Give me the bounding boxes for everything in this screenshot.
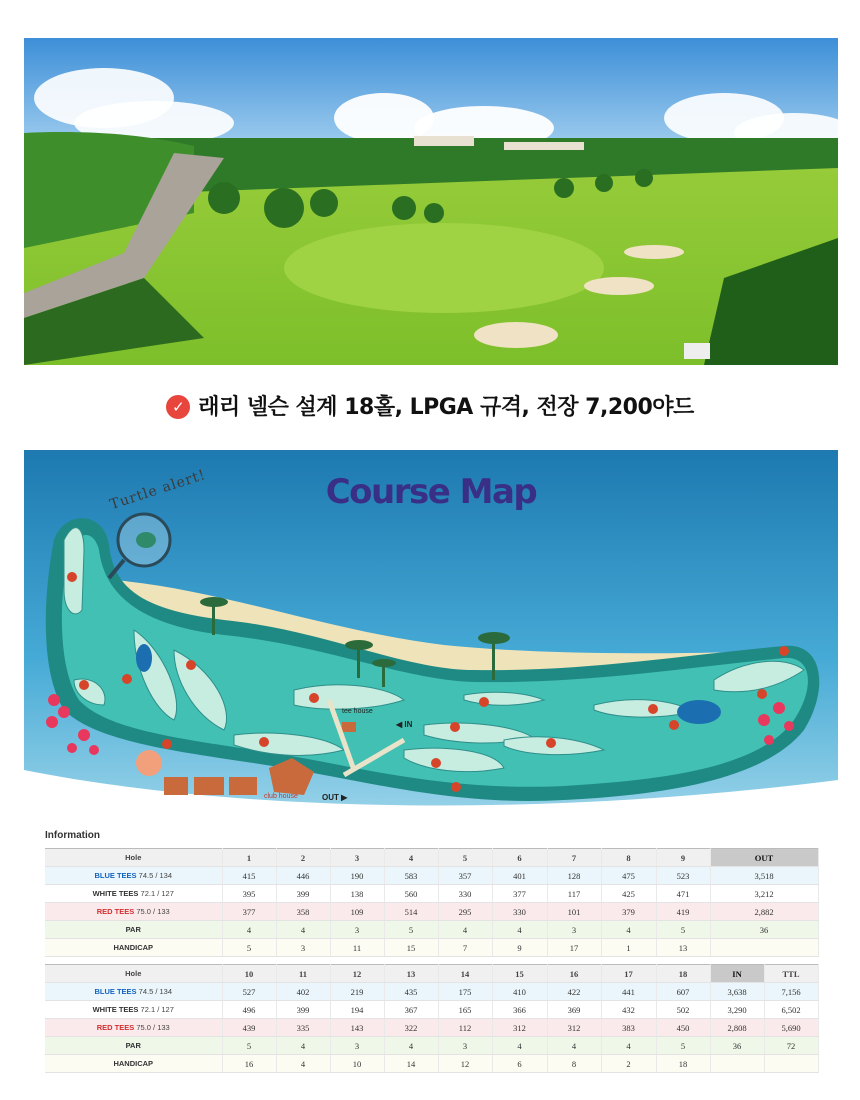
hole-value-cell: 175 <box>438 983 492 1001</box>
hole-value-cell: 4 <box>222 921 276 939</box>
hole-number-header: 11 <box>276 965 330 983</box>
out-total-cell: 2,882 <box>710 903 818 921</box>
hole-number-header: 17 <box>601 965 656 983</box>
hole-value-cell: 5 <box>384 921 438 939</box>
hole-value-cell: 117 <box>547 885 601 903</box>
tee-name: RED TEES <box>96 907 135 916</box>
hole-value-cell: 3 <box>547 921 601 939</box>
in-total-cell <box>710 1055 764 1073</box>
hole-number-header: 15 <box>492 965 547 983</box>
hole-value-cell: 219 <box>330 983 384 1001</box>
out-label: OUT ▶ <box>322 793 348 802</box>
hole-value-cell: 194 <box>330 1001 384 1019</box>
hole-value-cell: 15 <box>384 939 438 957</box>
hole-value-cell: 3 <box>330 1037 384 1055</box>
hole-number-header: 3 <box>330 849 384 867</box>
hole-number-header: 5 <box>438 849 492 867</box>
tee-label <box>45 921 222 939</box>
tee-label <box>45 1037 222 1055</box>
hole-value-cell: 502 <box>656 1001 710 1019</box>
course-headline <box>0 390 860 421</box>
hole-value-cell: 3 <box>276 939 330 957</box>
hole-value-cell: 112 <box>438 1019 492 1037</box>
hole-value-cell: 295 <box>438 903 492 921</box>
hole-value-cell: 383 <box>601 1019 656 1037</box>
hole-number-header: 9 <box>656 849 710 867</box>
back-nine-body <box>45 965 818 1073</box>
back-nine-table <box>45 964 819 1073</box>
hole-value-cell: 379 <box>601 903 656 921</box>
hole-value-cell: 312 <box>492 1019 547 1037</box>
tee-name: WHITE TEES <box>92 1005 139 1014</box>
hole-value-cell: 18 <box>656 1055 710 1073</box>
table-header-row <box>45 965 818 983</box>
hole-number-header: 18 <box>656 965 710 983</box>
hole-number-header: 7 <box>547 849 601 867</box>
check-circle-icon: ✓ <box>166 395 190 419</box>
hole-number-header: 16 <box>547 965 601 983</box>
hole-value-cell: 366 <box>492 1001 547 1019</box>
table-row <box>45 867 818 885</box>
hole-value-cell: 9 <box>492 939 547 957</box>
hole-number-header: 8 <box>601 849 656 867</box>
table-row <box>45 939 818 957</box>
course-map-title: Course Map <box>325 472 537 512</box>
tee-label <box>45 1001 222 1019</box>
tee-house-label: tee house <box>342 708 373 715</box>
hole-value-cell: 435 <box>384 983 438 1001</box>
hole-value-cell: 422 <box>547 983 601 1001</box>
hole-value-cell: 4 <box>492 1037 547 1055</box>
hole-number-header: 4 <box>384 849 438 867</box>
hole-value-cell: 8 <box>547 1055 601 1073</box>
hole-value-cell: 14 <box>384 1055 438 1073</box>
tee-rating: 75.0 / 133 <box>134 907 170 916</box>
hole-value-cell: 369 <box>547 1001 601 1019</box>
in-total-cell: 2,808 <box>710 1019 764 1037</box>
tee-name: WHITE TEES <box>92 889 139 898</box>
hole-value-cell: 6 <box>492 1055 547 1073</box>
hole-value-cell: 401 <box>492 867 547 885</box>
hole-number-header: 13 <box>384 965 438 983</box>
out-total-cell: 3,212 <box>710 885 818 903</box>
ttl-total-cell: 7,156 <box>764 983 818 1001</box>
hole-value-cell: 7 <box>438 939 492 957</box>
in-label-text: IN <box>404 720 413 729</box>
hole-value-cell: 335 <box>276 1019 330 1037</box>
hole-value-cell: 377 <box>222 903 276 921</box>
hole-value-cell: 138 <box>330 885 384 903</box>
tee-rating: 72.1 / 127 <box>138 1005 174 1014</box>
hole-value-cell: 523 <box>656 867 710 885</box>
table-row <box>45 1001 818 1019</box>
hole-value-cell: 322 <box>384 1019 438 1037</box>
front-nine-body <box>45 849 818 957</box>
in-total-header: IN <box>710 965 764 983</box>
ttl-total-header: TTL <box>764 965 818 983</box>
tee-label <box>45 885 222 903</box>
hole-value-cell: 190 <box>330 867 384 885</box>
hole-value-cell: 4 <box>601 921 656 939</box>
tee-name: HANDICAP <box>113 1059 154 1068</box>
tee-name: BLUE TEES <box>94 987 137 996</box>
hole-value-cell: 330 <box>492 903 547 921</box>
table-row <box>45 983 818 1001</box>
hole-value-cell: 450 <box>656 1019 710 1037</box>
hole-value-cell: 143 <box>330 1019 384 1037</box>
hole-value-cell: 17 <box>547 939 601 957</box>
hole-value-cell: 10 <box>330 1055 384 1073</box>
hole-value-cell: 4 <box>276 1037 330 1055</box>
course-map <box>24 450 838 828</box>
tee-label <box>45 1055 222 1073</box>
turtle-alert-label: Turtle alert! <box>107 466 208 514</box>
hole-value-cell: 4 <box>276 1055 330 1073</box>
hole-value-cell: 5 <box>222 939 276 957</box>
tee-label <box>45 1019 222 1037</box>
hole-header: Hole <box>45 849 222 867</box>
out-total-header: OUT <box>710 849 818 867</box>
hole-value-cell: 377 <box>492 885 547 903</box>
hole-value-cell: 496 <box>222 1001 276 1019</box>
hole-value-cell: 330 <box>438 885 492 903</box>
hole-number-header: 14 <box>438 965 492 983</box>
hole-value-cell: 5 <box>656 921 710 939</box>
hole-value-cell: 471 <box>656 885 710 903</box>
hole-value-cell: 419 <box>656 903 710 921</box>
hole-value-cell: 402 <box>276 983 330 1001</box>
hole-number-header: 1 <box>222 849 276 867</box>
hole-value-cell: 12 <box>438 1055 492 1073</box>
hole-number-header: 6 <box>492 849 547 867</box>
ttl-total-cell <box>764 1055 818 1073</box>
hole-value-cell: 4 <box>601 1037 656 1055</box>
tee-rating: 75.0 / 133 <box>134 1023 170 1032</box>
table-row <box>45 1037 818 1055</box>
tee-name: RED TEES <box>96 1023 135 1032</box>
hole-value-cell: 439 <box>222 1019 276 1037</box>
hole-value-cell: 560 <box>384 885 438 903</box>
hole-value-cell: 5 <box>656 1037 710 1055</box>
tee-name: HANDICAP <box>113 943 154 952</box>
hole-value-cell: 11 <box>330 939 384 957</box>
hole-value-cell: 425 <box>601 885 656 903</box>
hole-value-cell: 415 <box>222 867 276 885</box>
hole-value-cell: 5 <box>222 1037 276 1055</box>
tee-name: BLUE TEES <box>94 871 137 880</box>
table-row <box>45 921 818 939</box>
out-total-cell: 3,518 <box>710 867 818 885</box>
in-label: ◀ IN <box>396 720 413 729</box>
hole-value-cell: 13 <box>656 939 710 957</box>
hole-value-cell: 312 <box>547 1019 601 1037</box>
in-total-cell: 3,290 <box>710 1001 764 1019</box>
hole-value-cell: 475 <box>601 867 656 885</box>
hole-header: Hole <box>45 965 222 983</box>
in-total-cell: 3,638 <box>710 983 764 1001</box>
tee-rating: 74.5 / 134 <box>136 987 173 996</box>
tee-label <box>45 867 222 885</box>
hole-value-cell: 16 <box>222 1055 276 1073</box>
hole-value-cell: 1 <box>601 939 656 957</box>
ttl-total-cell: 72 <box>764 1037 818 1055</box>
hole-value-cell: 4 <box>276 921 330 939</box>
hole-value-cell: 358 <box>276 903 330 921</box>
hole-value-cell: 514 <box>384 903 438 921</box>
hole-value-cell: 4 <box>438 921 492 939</box>
hole-value-cell: 4 <box>492 921 547 939</box>
table-row <box>45 1055 818 1073</box>
hole-value-cell: 4 <box>384 1037 438 1055</box>
hole-value-cell: 357 <box>438 867 492 885</box>
hole-value-cell: 3 <box>330 921 384 939</box>
hole-value-cell: 3 <box>438 1037 492 1055</box>
in-total-cell: 36 <box>710 1037 764 1055</box>
tee-label <box>45 939 222 957</box>
tee-rating: 72.1 / 127 <box>138 889 174 898</box>
hole-value-cell: 607 <box>656 983 710 1001</box>
hole-value-cell: 441 <box>601 983 656 1001</box>
ttl-total-cell: 5,690 <box>764 1019 818 1037</box>
hole-value-cell: 410 <box>492 983 547 1001</box>
golf-course-photo <box>24 38 838 365</box>
hole-value-cell: 109 <box>330 903 384 921</box>
hole-value-cell: 432 <box>601 1001 656 1019</box>
hole-value-cell: 399 <box>276 1001 330 1019</box>
club-house-label: club house <box>264 793 298 800</box>
hole-value-cell: 128 <box>547 867 601 885</box>
hole-value-cell: 367 <box>384 1001 438 1019</box>
out-total-cell <box>710 939 818 957</box>
out-label-text: OUT <box>322 793 339 802</box>
hole-value-cell: 399 <box>276 885 330 903</box>
tee-name: PAR <box>125 925 141 934</box>
hole-value-cell: 395 <box>222 885 276 903</box>
ttl-total-cell: 6,502 <box>764 1001 818 1019</box>
hole-number-header: 10 <box>222 965 276 983</box>
headline-text: 래리 넬슨 설계 18홀, LPGA 규격, 전장 7,200야드 <box>198 395 694 420</box>
front-nine-table <box>45 848 819 957</box>
hole-value-cell: 2 <box>601 1055 656 1073</box>
hole-number-header: 2 <box>276 849 330 867</box>
tee-name: PAR <box>125 1041 141 1050</box>
hole-number-header: 12 <box>330 965 384 983</box>
table-row <box>45 885 818 903</box>
out-total-cell: 36 <box>710 921 818 939</box>
table-header-row <box>45 849 818 867</box>
hole-value-cell: 165 <box>438 1001 492 1019</box>
tee-label <box>45 903 222 921</box>
hole-value-cell: 101 <box>547 903 601 921</box>
table-row <box>45 1019 818 1037</box>
hole-value-cell: 446 <box>276 867 330 885</box>
table-row <box>45 903 818 921</box>
tee-label <box>45 983 222 1001</box>
hole-value-cell: 583 <box>384 867 438 885</box>
tee-rating: 74.5 / 134 <box>136 871 173 880</box>
information-title: Information <box>45 830 100 841</box>
hole-value-cell: 527 <box>222 983 276 1001</box>
hole-value-cell: 4 <box>547 1037 601 1055</box>
